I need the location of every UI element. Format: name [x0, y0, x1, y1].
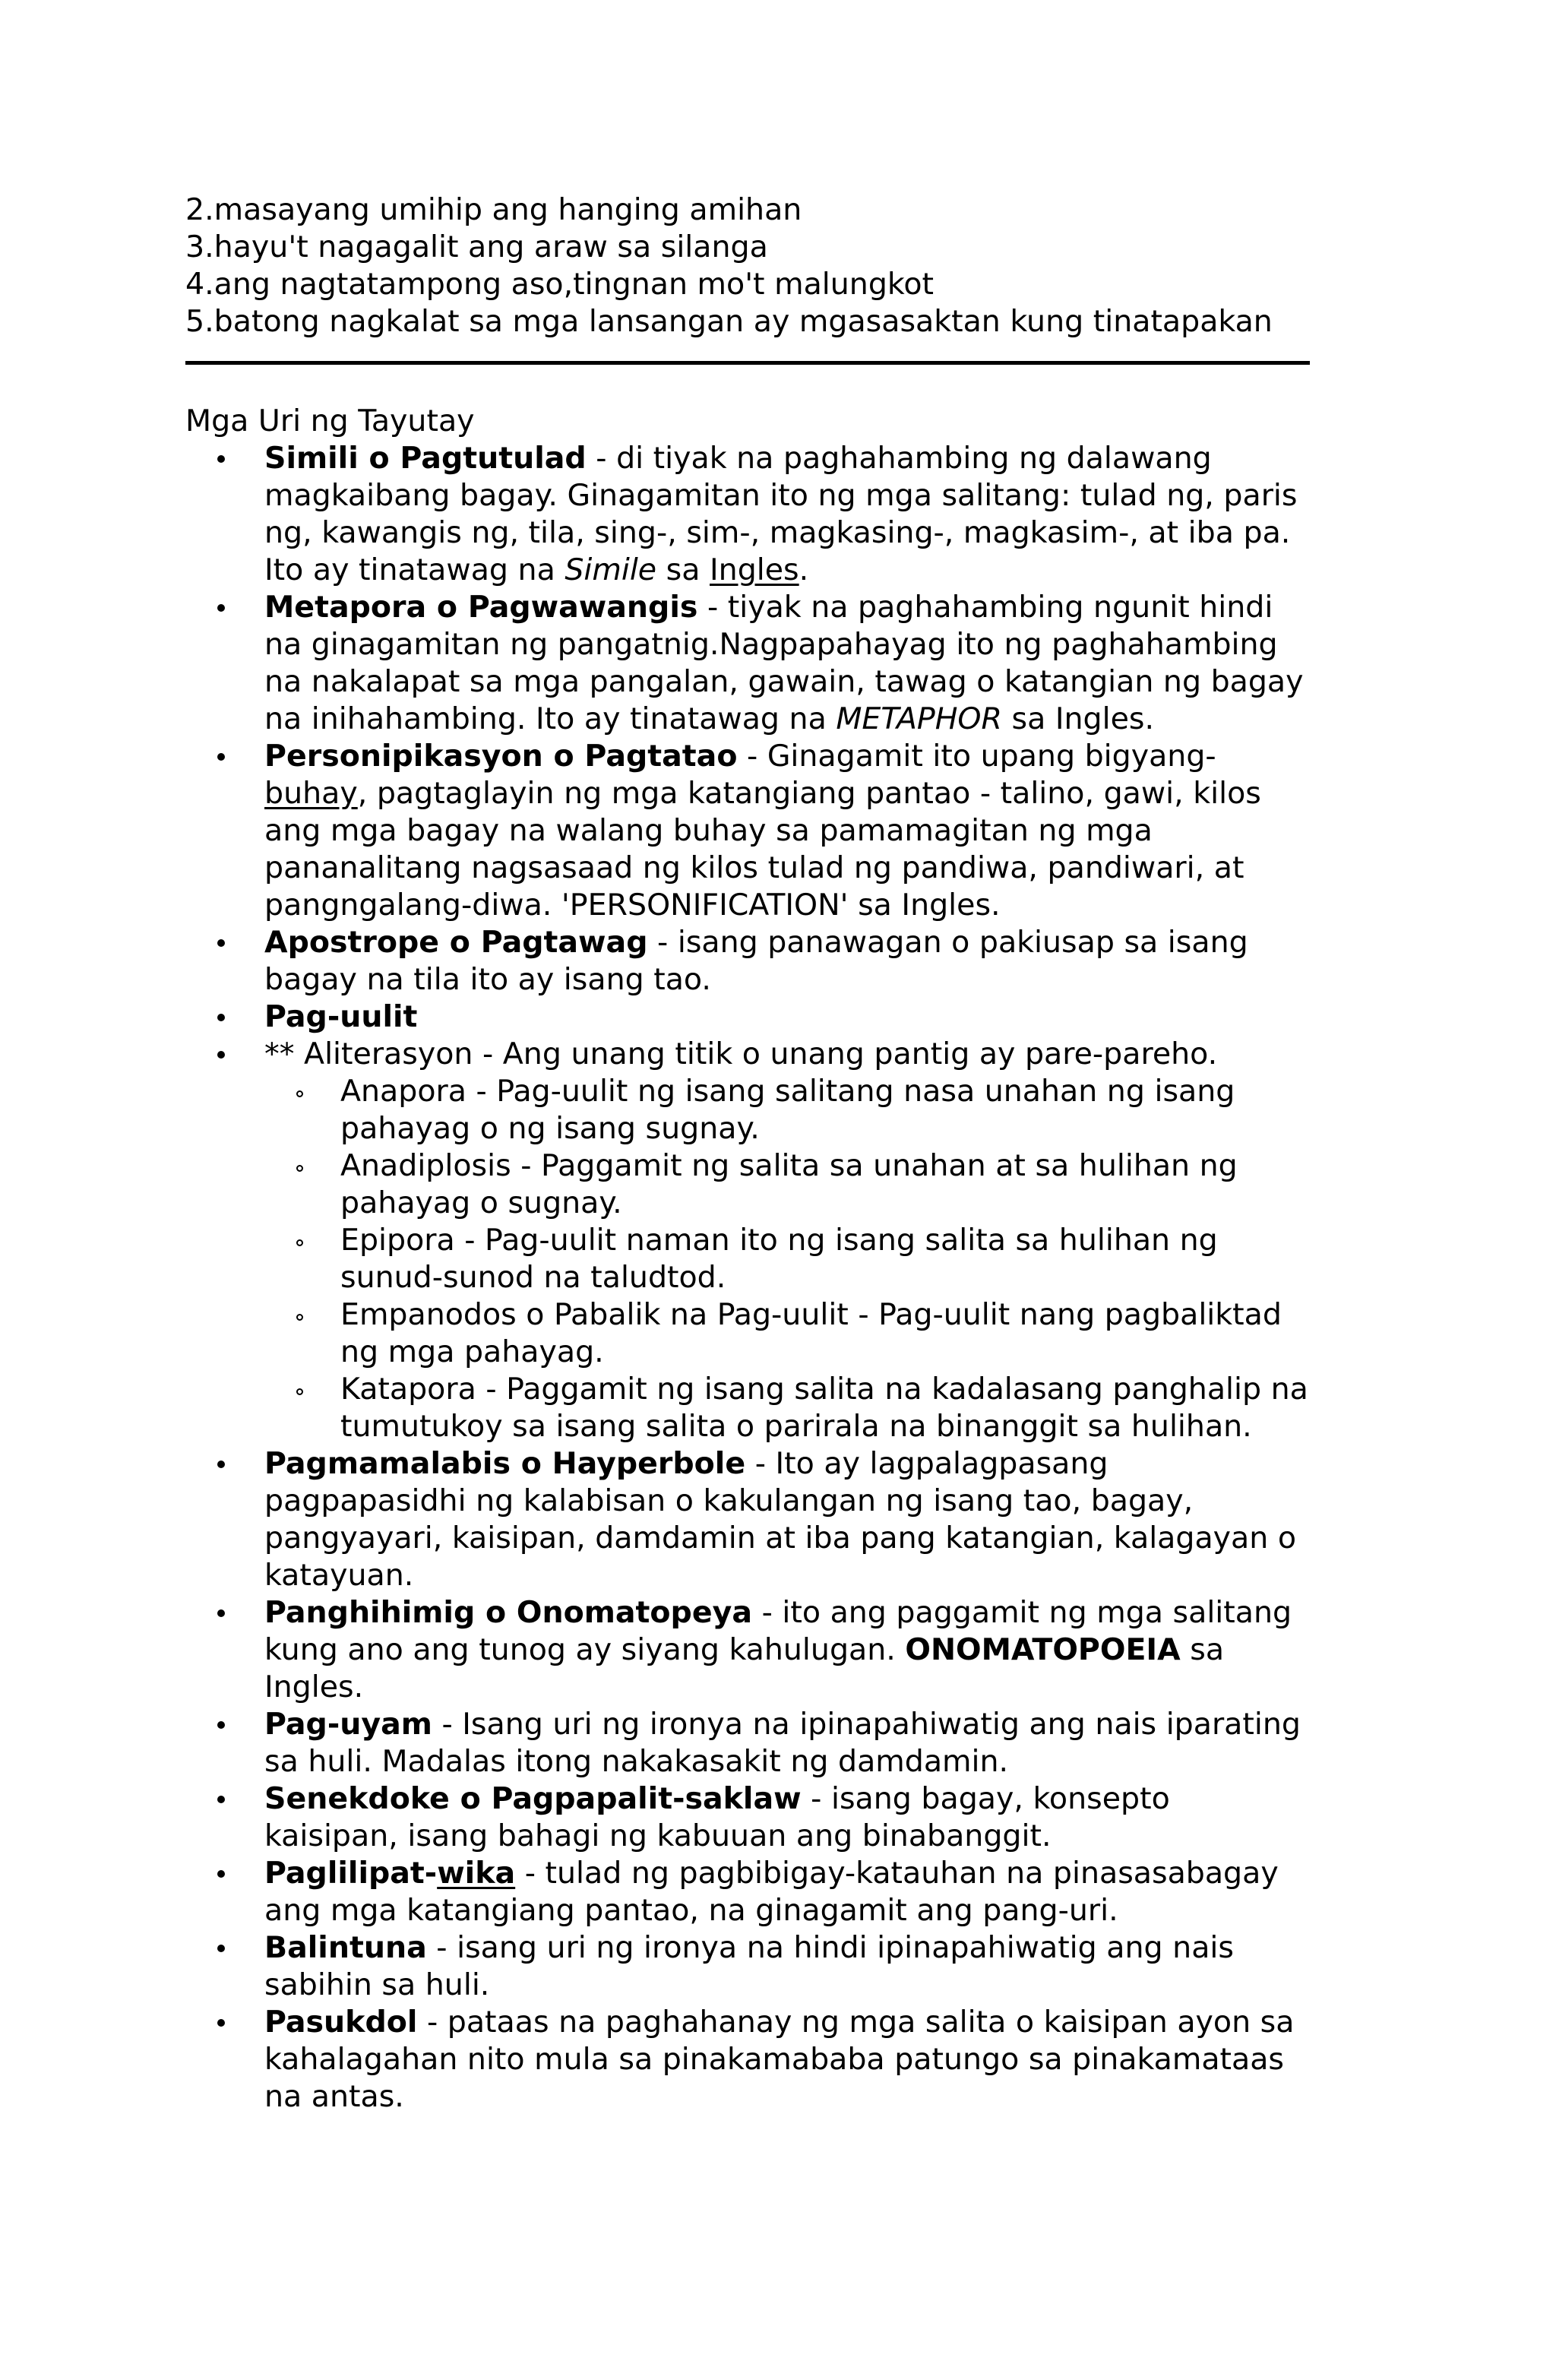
bullet-icon: [217, 1461, 225, 1468]
term-label: Metapora o Pagwawangis: [264, 590, 698, 625]
bullet-icon: [217, 1870, 225, 1878]
list-item-metapora: [185, 589, 1310, 738]
definition-text: sa: [656, 552, 710, 587]
term-label: Simili o Pagtutulad: [264, 441, 587, 476]
list-item-personipikasyon: [185, 738, 1310, 924]
term-label: Pag-uulit: [264, 999, 418, 1034]
bullet-icon: [217, 753, 225, 761]
list-item-simili: [185, 440, 1310, 589]
numbered-line: 5.batong nagkalat sa mga lansangan ay mgasasaktan kung tinatapakan: [185, 304, 1273, 339]
numbered-line: 2.masayang umihip ang hanging amihan: [185, 192, 802, 227]
sub-list: [264, 1073, 1310, 1445]
definition-text: .: [799, 552, 809, 587]
definition-text: - isang panawagan o pakiusap sa isang bagay na tila ito ay isang tao.: [264, 925, 1248, 997]
term-label-secondary: ONOMATOPOEIA: [905, 1632, 1181, 1667]
term-label: Pagmamalabis o Hayperbole: [264, 1446, 746, 1481]
sub-item-text: Empanodos o Pabalik na Pag-uulit - Pag-uulit nang pagbaliktad ng mga pahayag.: [340, 1297, 1282, 1369]
definition-text: - Ito ay lagpalagpasang pagpapasidhi ng kalabisan o kakulangan ng isang tao, bagay, pangyayari, kaisipan, damdamin at iba pang katangian, kalagayan o katayuan.: [264, 1446, 1296, 1593]
list-item-paguyam: [185, 1706, 1310, 1780]
bullet-icon: [217, 1945, 225, 1952]
list-item-panghihimig: [185, 1594, 1310, 1706]
bullet-icon: [217, 1014, 225, 1021]
tayutay-list: [185, 440, 1310, 2116]
definition-text: - isang uri ng ironya na hindi ipinapahiwatig ang nais sabihin sa huli.: [264, 1930, 1234, 2002]
list-item-paglilipat: [185, 1855, 1310, 1929]
circle-bullet-icon: [296, 1165, 303, 1172]
bullet-icon: [217, 939, 225, 947]
list-item-aliterasyon: [185, 1036, 1310, 1445]
sub-list-item: [264, 1222, 1310, 1296]
term-label: Balintuna: [264, 1930, 427, 1965]
definition-text: sa Ingles.: [264, 1632, 1225, 1704]
document-page: [185, 191, 1310, 2116]
term-label: Pasukdol: [264, 2005, 418, 2040]
ingles-link[interactable]: Ingles: [710, 552, 799, 587]
definition-text: ** Aliterasyon - Ang unang titik o unang pantig ay pare-pareho.: [264, 1037, 1218, 1071]
bullet-icon: [217, 604, 225, 612]
sub-item-text: Katapora - Paggamit ng isang salita na kadalasang panghalip na tumutukoy sa isang salita o parirala na binanggit sa hulihan.: [340, 1372, 1308, 1444]
definition-text: sa Ingles.: [1001, 701, 1155, 736]
list-item-apostrope: [185, 924, 1310, 999]
circle-bullet-icon: [296, 1090, 303, 1097]
bullet-icon: [217, 1721, 225, 1729]
list-item-balintuna: [185, 1929, 1310, 2004]
sub-item-text: Epipora - Pag-uulit naman ito ng isang salita sa hulihan ng sunud-sunod na taludtod.: [340, 1223, 1218, 1295]
definition-text: , pagtaglayin ng mga katangiang pantao - talino, gawi, kilos ang mga bagay na walang buhay sa pamamagitan ng mga pananalitang nagsasaad ng kilos tulad ng pandiwa, pandiwari, at pangngalang-diwa. 'PERSONIFICATION' sa Ingles.: [264, 776, 1261, 923]
section-heading: Mga Uri ng Tayutay: [185, 404, 475, 438]
sub-list-item: [264, 1296, 1310, 1371]
definition-text: - tulad ng pagbibigay-katauhan na pinasasabagay ang mga katangiang pantao, na ginagamit ang pang-uri.: [264, 1856, 1279, 1928]
circle-bullet-icon: [296, 1314, 303, 1321]
wika-link[interactable]: wika: [437, 1856, 516, 1891]
sub-list-item: [264, 1371, 1310, 1445]
definition-text: - Ginagamit ito upang bigyang-: [737, 739, 1216, 774]
buhay-link[interactable]: buhay: [264, 776, 358, 811]
circle-bullet-icon: [296, 1388, 303, 1395]
bullet-icon: [217, 1051, 225, 1059]
italic-term: METAPHOR: [836, 701, 1002, 736]
italic-term: Simile: [565, 552, 657, 587]
numbered-list: [185, 191, 1310, 340]
term-label: Senekdoke o Pagpapalit-saklaw: [264, 1781, 802, 1816]
bullet-icon: [217, 455, 225, 463]
sub-item-text: Anadiplosis - Paggamit ng salita sa unahan at sa hulihan ng pahayag o sugnay.: [340, 1148, 1238, 1220]
definition-text: - isang bagay, konsepto kaisipan, isang bahagi ng kabuuan ang binabanggit.: [264, 1781, 1170, 1853]
bullet-icon: [217, 1609, 225, 1617]
term-label: Panghihimig o Onomatopeya: [264, 1595, 753, 1630]
term-label: Personipikasyon o Pagtatao: [264, 739, 738, 774]
definition-text: - di tiyak na paghahambing ng dalawang magkaibang bagay. Ginagamitan ito ng mga salitang: tulad ng, paris ng, kawangis ng, tila, sing-, sim-, magkasing-, magkasim-, at iba pa. Ito ay tinatawag na: [264, 441, 1298, 587]
list-item-pagmamalabis: [185, 1445, 1310, 1594]
term-label: Pag-uyam: [264, 1707, 432, 1742]
term-label: Apostrope o Pagtawag: [264, 925, 648, 960]
numbered-line: 3.hayu't nagagalit ang araw sa silanga: [185, 229, 768, 264]
sub-item-text: Anapora - Pag-uulit ng isang salitang nasa unahan ng isang pahayag o ng isang sugnay.: [340, 1074, 1235, 1146]
horizontal-rule: [185, 361, 1310, 365]
definition-text: - ito ang paggamit ng mga salitang kung ano ang tunog ay siyang kahulugan.: [264, 1595, 1292, 1667]
list-item-senekdoke: [185, 1780, 1310, 1855]
sub-list-item: [264, 1147, 1310, 1222]
list-item-pasukdol: [185, 2004, 1310, 2116]
bullet-icon: [217, 2019, 225, 2027]
circle-bullet-icon: [296, 1239, 303, 1246]
term-label: [264, 1856, 515, 1891]
sub-list-item: [264, 1073, 1310, 1147]
list-item-paguulit: [185, 999, 1310, 1036]
numbered-line: 4.ang nagtatampong aso,tingnan mo't malungkot: [185, 267, 935, 302]
bullet-icon: [217, 1796, 225, 1803]
term-label-text: Paglilipat-: [264, 1856, 438, 1891]
definition-text: - Isang uri ng ironya na ipinapahiwatig ang nais iparating sa huli. Madalas itong nakakasakit ng damdamin.: [264, 1707, 1301, 1779]
definition-text: - tiyak na paghahambing ngunit hindi na ginagamitan ng pangatnig.Nagpapahayag ito ng paghahambing na nakalapat sa mga pangalan, gawain, tawag o katangian ng bagay na inihahambing. Ito ay tinatawag na: [264, 590, 1304, 736]
definition-text: - pataas na paghahanay ng mga salita o kaisipan ayon sa kahalagahan nito mula sa pinakamababa patungo sa pinakamataas na antas.: [264, 2005, 1295, 2114]
